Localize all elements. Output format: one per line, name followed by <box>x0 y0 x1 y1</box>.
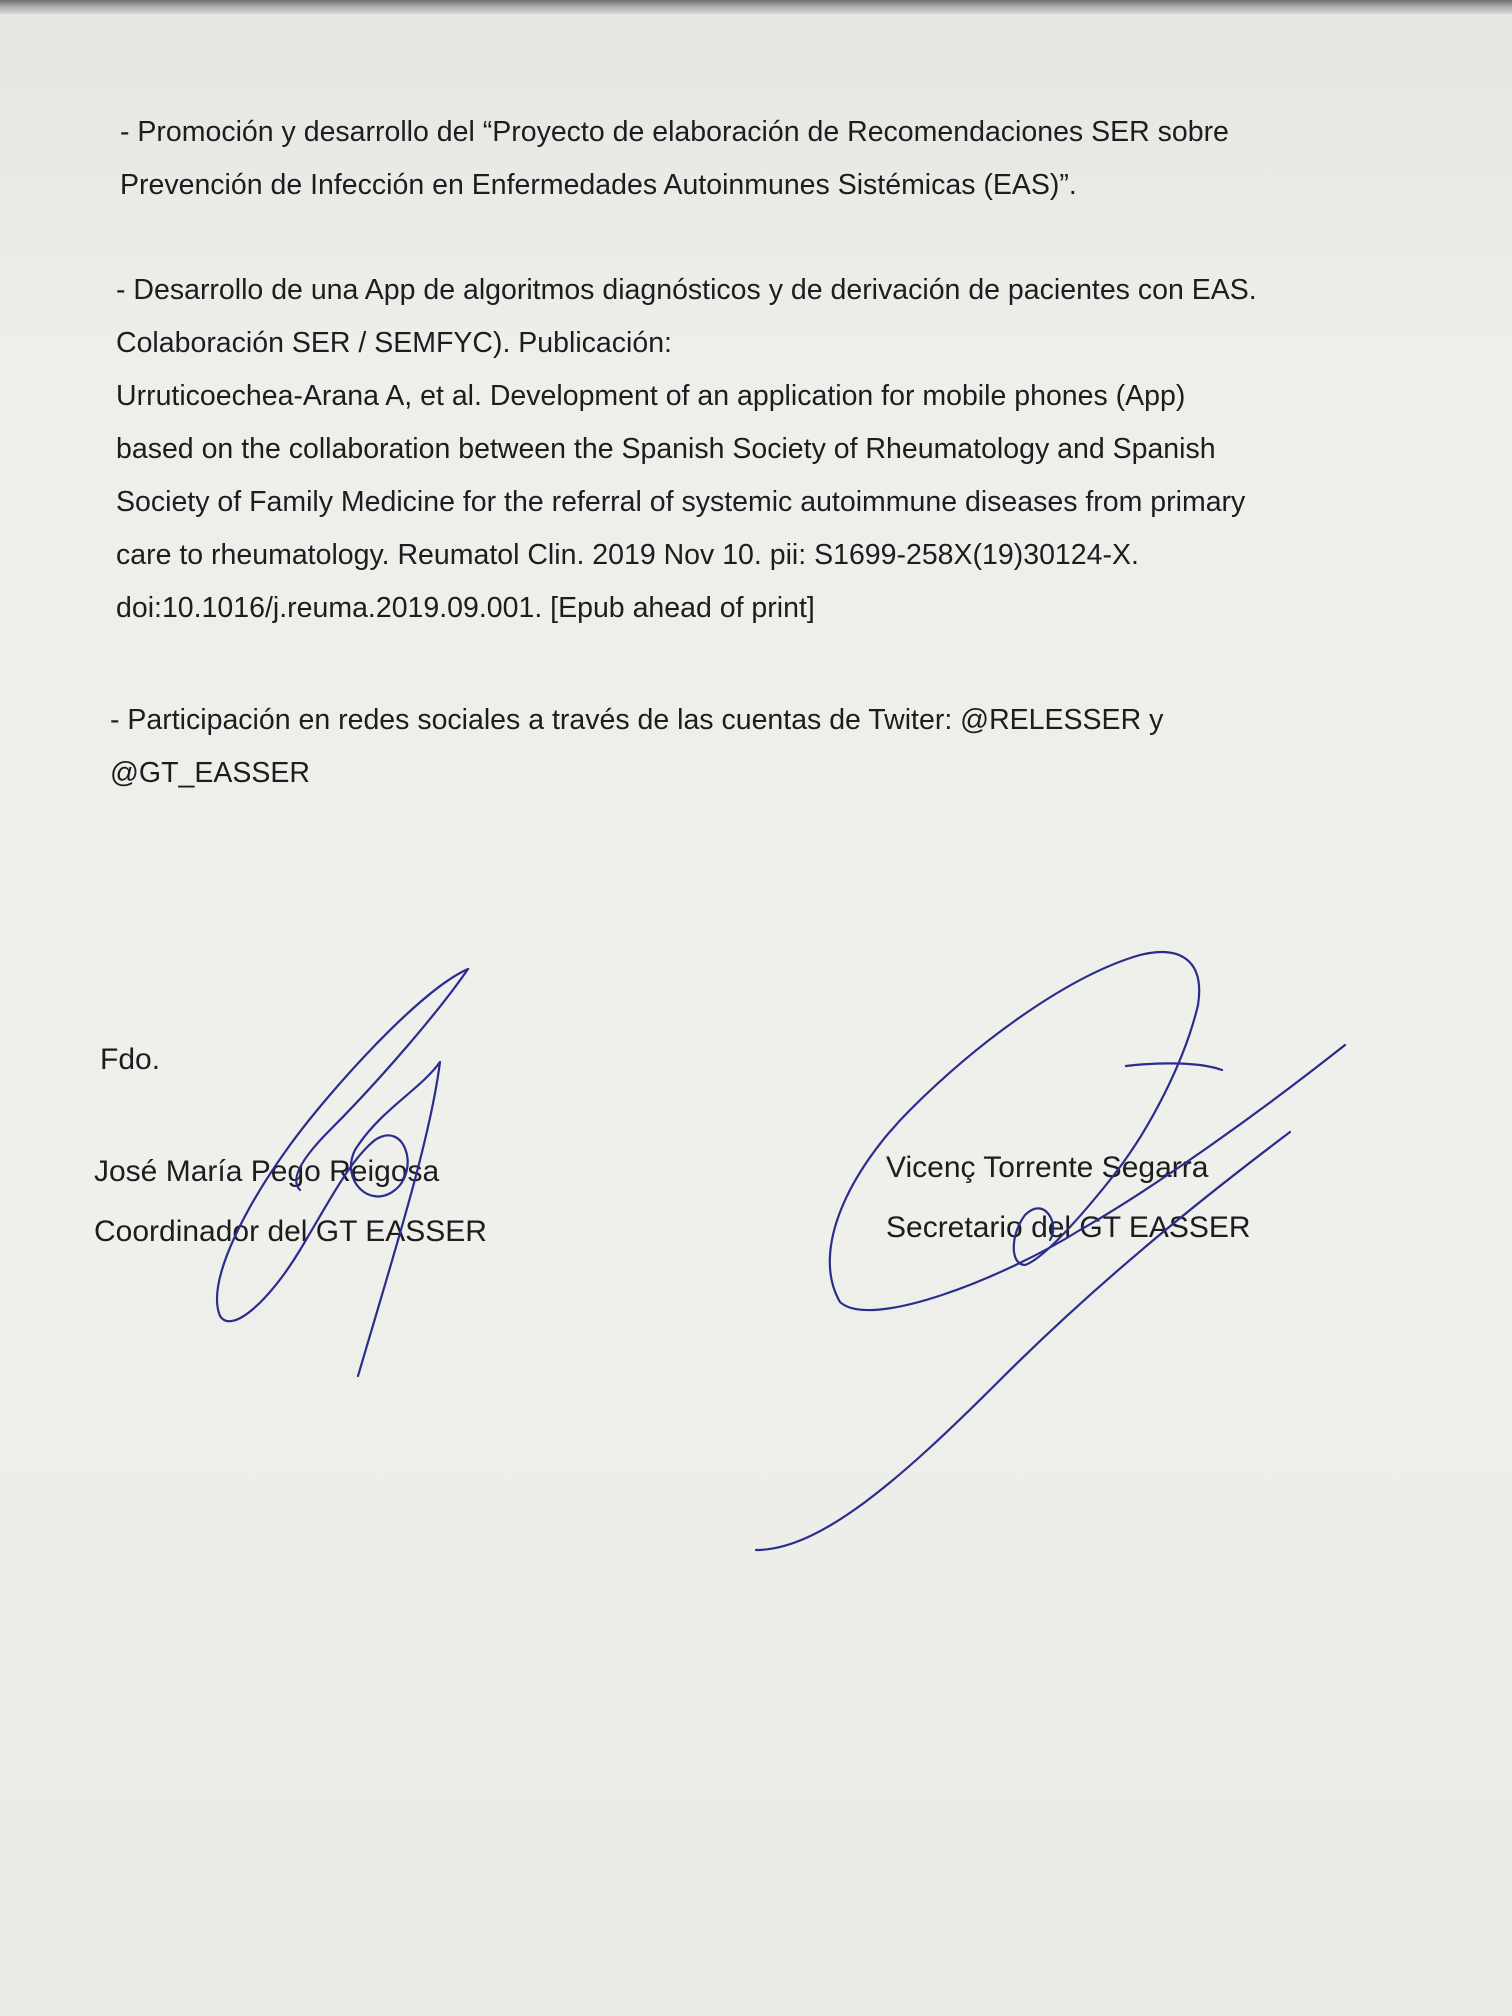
page-top-edge <box>0 0 1512 14</box>
text-line: Colaboración SER / SEMFYC). Publicación: <box>116 327 672 359</box>
signatory-right <box>886 1138 1251 1258</box>
item-app-desarrollo <box>116 264 1257 635</box>
text-line: - Promoción y desarrollo del “Proyecto de elaboración de Recomendaciones SER sobre <box>120 116 1229 148</box>
text-line: Society of Family Medicine for the referral of systemic autoimmune diseases from primary <box>116 486 1246 518</box>
signature-right-cross <box>1126 1063 1222 1070</box>
item-promocion <box>120 106 1229 212</box>
signatory-name: José María Pego Reigosa <box>94 1155 440 1188</box>
text-line: doi:10.1016/j.reuma.2019.09.001. [Epub ahead of print] <box>116 592 815 624</box>
text-line: @GT_EASSER <box>110 757 310 789</box>
item-redes-sociales <box>110 694 1163 800</box>
text-line: - Desarrollo de una App de algoritmos diagnósticos y de derivación de pacientes con EAS. <box>116 274 1257 306</box>
text-line: Prevención de Infección en Enfermedades Autoinmunes Sistémicas (EAS)”. <box>120 169 1077 201</box>
text-line: based on the collaboration between the Spanish Society of Rheumatology and Spanish <box>116 433 1216 465</box>
signatory-name: Vicenç Torrente Segarra <box>886 1151 1209 1184</box>
text-line: - Participación en redes sociales a través de las cuentas de Twiter: @RELESSER y <box>110 704 1164 736</box>
signatory-left <box>94 1142 487 1262</box>
signoff-label: Fdo. <box>100 1043 161 1076</box>
signatory-role: Secretario del GT EASSER <box>886 1211 1251 1244</box>
signatory-role: Coordinador del GT EASSER <box>94 1215 487 1248</box>
text-line: Urruticoechea-Arana A, et al. Development of an application for mobile phones (App) <box>116 380 1186 412</box>
text-line: care to rheumatology. Reumatol Clin. 2019 Nov 10. pii: S1699-258X(19)30124-X. <box>116 539 1139 571</box>
